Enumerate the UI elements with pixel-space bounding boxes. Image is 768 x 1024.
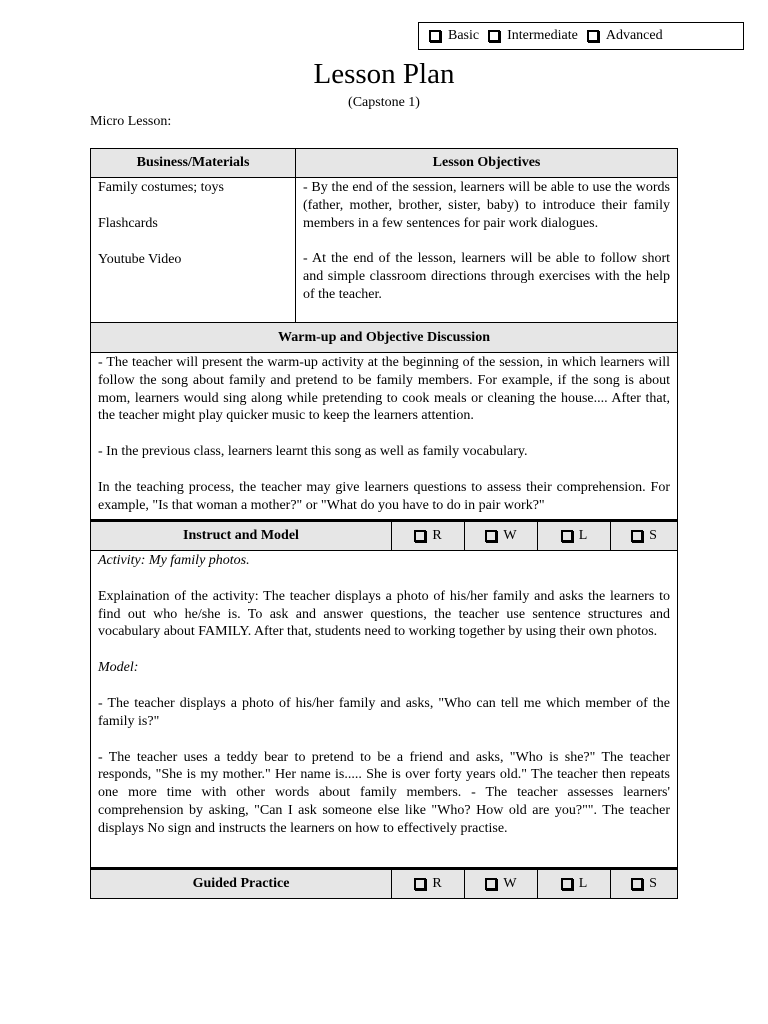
warmup-paragraph: In the teaching process, the teacher may give learners questions to assess their comprehension. For example, "Is that woman a mother?" or "What do you have to do in pair work?" bbox=[98, 479, 670, 513]
level-option-basic[interactable]: Basic bbox=[429, 28, 479, 44]
material-item: Flashcards bbox=[98, 215, 158, 231]
checkbox-icon[interactable] bbox=[414, 530, 426, 542]
material-item: Youtube Video bbox=[98, 251, 182, 267]
level-option-advanced[interactable]: Advanced bbox=[587, 28, 663, 44]
skill-reading[interactable]: R bbox=[392, 870, 465, 898]
skill-speaking[interactable]: S bbox=[611, 870, 677, 898]
checkbox-icon[interactable] bbox=[414, 878, 426, 890]
page-subtitle: (Capstone 1) bbox=[348, 95, 420, 110]
model-paragraph: - The teacher uses a teddy bear to pretend to be a friend and asks, "Who is she?" The teacher responds, "She is my mother." Her name is..... She is over forty years old." The teacher then repeats one more time with other words about family members. - The teacher assesses learners' comprehension by asking, "Can I ask someone else like "Who? How old are you?"". The teacher displays No sign and instructs the learners on how to effectively practise. bbox=[98, 749, 670, 836]
checkbox-icon[interactable] bbox=[561, 878, 573, 890]
micro-lesson-label: Micro Lesson: bbox=[90, 114, 172, 129]
checkbox-icon[interactable] bbox=[561, 530, 573, 542]
material-item: Family costumes; toys bbox=[98, 180, 224, 195]
model-label: Model: bbox=[98, 660, 139, 676]
checkbox-icon[interactable] bbox=[429, 30, 441, 42]
checkbox-icon[interactable] bbox=[631, 878, 643, 890]
page-title: Lesson Plan bbox=[313, 58, 455, 90]
lesson-table bbox=[90, 148, 678, 899]
guided-header: Guided Practice bbox=[91, 870, 392, 898]
skill-listening[interactable]: L bbox=[538, 870, 611, 898]
objectives-header: Lesson Objectives bbox=[432, 155, 541, 171]
warmup-header: Warm-up and Objective Discussion bbox=[90, 323, 678, 353]
checkbox-icon[interactable] bbox=[631, 530, 643, 542]
skill-speaking[interactable]: S bbox=[611, 522, 677, 550]
level-selector bbox=[418, 22, 744, 50]
materials-header: Business/Materials bbox=[91, 149, 296, 177]
level-option-intermediate[interactable]: Intermediate bbox=[488, 28, 578, 44]
objectives-cell bbox=[296, 178, 677, 322]
checkbox-icon[interactable] bbox=[587, 30, 599, 42]
warmup-content bbox=[90, 353, 678, 520]
objective-item: - By the end of the session, learners will be able to use the words (father, mother, brother, sister, baby) to introduce their family members in a few sentences for pair work dialogues. bbox=[303, 180, 670, 231]
warmup-paragraph: - In the previous class, learners learnt this song as well as family vocabulary. bbox=[98, 444, 528, 460]
instruct-header: Instruct and Model bbox=[91, 522, 392, 550]
skill-writing[interactable]: W bbox=[465, 870, 538, 898]
materials-objectives-row bbox=[90, 178, 678, 323]
table-header-row bbox=[90, 148, 678, 178]
instruct-content bbox=[90, 551, 678, 868]
checkbox-icon[interactable] bbox=[488, 30, 500, 42]
materials-cell bbox=[91, 178, 296, 322]
skill-writing[interactable]: W bbox=[465, 522, 538, 550]
instruct-header-row bbox=[90, 520, 678, 551]
objective-item: - At the end of the lesson, learners will be able to follow short and simple classroom directions through exercises with the help of the teacher. bbox=[303, 251, 670, 302]
warmup-paragraph: - The teacher will present the warm-up activity at the beginning of the session, in which learners will follow the song about family and pretend to be family members. For example, if the song is about mom, learners would sing along while pretending to cook meals or cleaning the house.... After that, the teacher might play quicker music to keep the learners attention. bbox=[98, 355, 670, 424]
activity-explanation: Explaination of the activity: The teacher displays a photo of his/her family and asks the learners to find out who he/she is. To ask and answer questions, the teacher use sentence structures and vocabulary about FAMILY. After that, students need to working together by using their own photos. bbox=[98, 588, 670, 640]
skill-listening[interactable]: L bbox=[538, 522, 611, 550]
model-paragraph: - The teacher displays a photo of his/her family and asks, "Who can tell me which member of the family is?" bbox=[98, 695, 670, 729]
checkbox-icon[interactable] bbox=[485, 878, 497, 890]
activity-title: Activity: My family photos. bbox=[98, 553, 250, 568]
checkbox-icon[interactable] bbox=[485, 530, 497, 542]
skill-reading[interactable]: R bbox=[392, 522, 465, 550]
guided-header-row bbox=[90, 868, 678, 899]
